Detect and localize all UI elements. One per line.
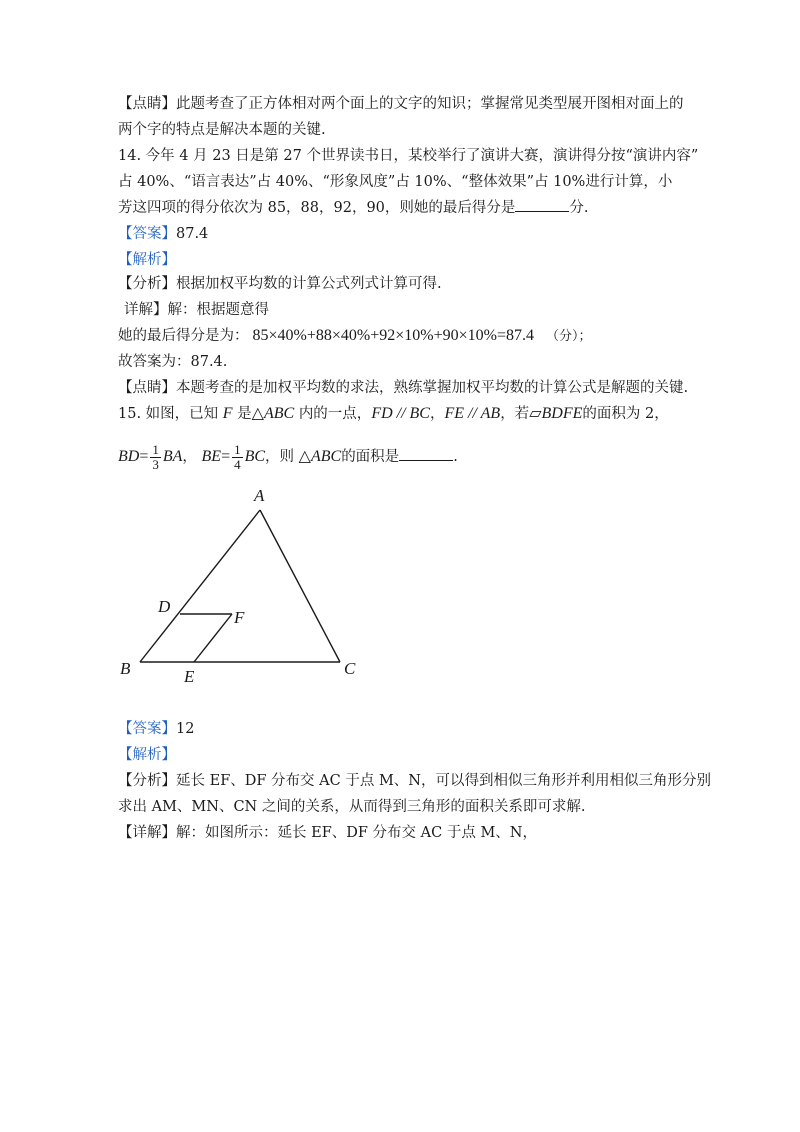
calc-suffix: （分）； [546, 329, 592, 344]
q15-area-text: 的面积是 [341, 449, 400, 465]
parallelogram-symbol: ▱ [529, 405, 542, 422]
q14-line-3 [118, 198, 688, 218]
fenxi-tag: 【分析】 [118, 276, 176, 292]
q14-conclusion: 故答案为：87.4. [118, 354, 228, 370]
q15-xiangjie-line [118, 823, 688, 843]
q14-fenxi-line [118, 274, 688, 294]
side-ab [140, 510, 260, 662]
dianjing-line-2 [118, 120, 688, 140]
q15-fenxi-line-2: 求出 AM、MN、CN 之间的关系，从而得到三角形的面积关系即可求解. [118, 799, 586, 815]
q15-ze: ，则 [265, 449, 295, 465]
q14-dianjing: 本题考查的是加权平均数的求法，熟练掌握加权平均数的计算公式是解题的关键. [176, 380, 689, 396]
triangle-abc-2: ABC [310, 448, 342, 465]
segment-fe [194, 614, 232, 662]
label-c: C [344, 659, 356, 678]
fd-parallel-bc: FD // BC [371, 405, 430, 422]
q14-unit: 分. [569, 200, 589, 216]
label-b: B [120, 659, 131, 678]
q15-text-c: 内的一点， [298, 406, 372, 422]
q15-fenxi-1: 延长 EF、DF 分布交 AC 于点 M、N，可以得到相似三角形并利用相似三角形分别 [176, 773, 711, 789]
answer-tag: 【答案】 [118, 226, 176, 242]
q15-text-d: ，若 [500, 406, 530, 422]
answer-tag-2: 【答案】 [118, 721, 176, 737]
triangle-figure [112, 484, 372, 694]
frac2-den: 4 [234, 456, 241, 472]
parallelogram-bdfe: BDFE [541, 405, 583, 422]
q15-fenxi-line-1 [118, 771, 711, 791]
frac2-num: 1 [234, 441, 241, 457]
dianjing-text-2: 两个字的特点是解决本题的关键. [118, 122, 326, 138]
q14-calc-line [118, 326, 688, 347]
q15-period: . [453, 449, 458, 465]
triangle-symbol-2: △ [298, 448, 311, 465]
analysis-tag: 【解析】 [118, 252, 176, 268]
label-f: F [234, 608, 245, 627]
bc: BC [244, 448, 266, 465]
q15-answer: 12 [176, 721, 195, 737]
frac1-num: 1 [152, 441, 159, 457]
q15-text-a: 15. 如图，已知 [118, 406, 219, 422]
q14-analysis-line [118, 250, 688, 270]
label-d: D [158, 597, 171, 616]
triangle-symbol: △ [251, 405, 264, 422]
xiangjie-tag: 详解】 [124, 302, 168, 318]
label-a: A [254, 486, 265, 505]
bd: BD [118, 448, 140, 465]
q14-xiangjie: 解：根据题意得 [167, 302, 269, 318]
point-f: F [222, 405, 233, 422]
equals-1: = [139, 448, 149, 465]
q15-xiangjie: 解：如图所示：延长 EF、DF 分布交 AC 于点 M、N， [176, 825, 537, 841]
q15-sep: ， [429, 406, 445, 422]
calc-prefix: 她的最后得分是为： [118, 328, 249, 344]
calc-expression: 85×40%+88×40%+92×10%+90×10%=87.4 [252, 327, 534, 344]
q14-line-3-text: 芳这四项的得分依次为 85，88，92，90，则她的最后得分是 [118, 200, 516, 216]
answer-blank [515, 199, 569, 212]
frac1-den: 3 [152, 456, 159, 472]
side-ac [260, 510, 340, 662]
q14-xiangjie-line [124, 300, 694, 320]
q15-text-e: 的面积为 2， [582, 406, 669, 422]
xiangjie-tag-2: 【详解】 [118, 825, 176, 841]
fenxi-tag-2: 【分析】 [118, 773, 176, 789]
label-e: E [184, 667, 195, 686]
q14-line-1: 14. 今年 4 月 23 日是第 27 个世界读书日，某校举行了演讲大赛，演讲得分按“演讲内容” [118, 148, 699, 164]
dianjing-text: 此题考查了正方体相对两个面上的文字的知识；掌握常见类型展开图相对面上的 [176, 96, 684, 112]
ba: BA [162, 448, 183, 465]
dianjing-tag-2: 【点睛】 [118, 380, 176, 396]
q14-answer: 87.4 [176, 226, 209, 242]
equals-2: = [221, 448, 231, 465]
q14-fenxi: 根据加权平均数的计算公式列式计算可得. [176, 276, 442, 292]
triangle-abc: ABC [263, 405, 295, 422]
q15-line-2 [118, 442, 688, 472]
fraction-one-fourth [232, 443, 243, 472]
fe-parallel-ab: FE // AB [444, 405, 501, 422]
answer-blank-2 [399, 448, 453, 461]
q15-line-1 [118, 404, 688, 424]
q14-dianjing-line [118, 378, 688, 398]
fraction-one-third [150, 443, 161, 472]
q14-line-2: 占 40%、“语言表达”占 40%、“形象风度”占 10%、“整体效果”占 10%进行计算，小 [118, 174, 673, 190]
q15-analysis-line [118, 745, 688, 765]
q14-answer-line [118, 224, 688, 244]
dianjing-line-1 [118, 94, 688, 114]
comma: ， [182, 449, 197, 465]
q15-text-b: 是 [237, 406, 252, 422]
dianjing-tag: 【点睛】 [118, 96, 176, 112]
be: BE [201, 448, 222, 465]
q15-answer-line [118, 719, 688, 739]
analysis-tag-2: 【解析】 [118, 747, 176, 763]
